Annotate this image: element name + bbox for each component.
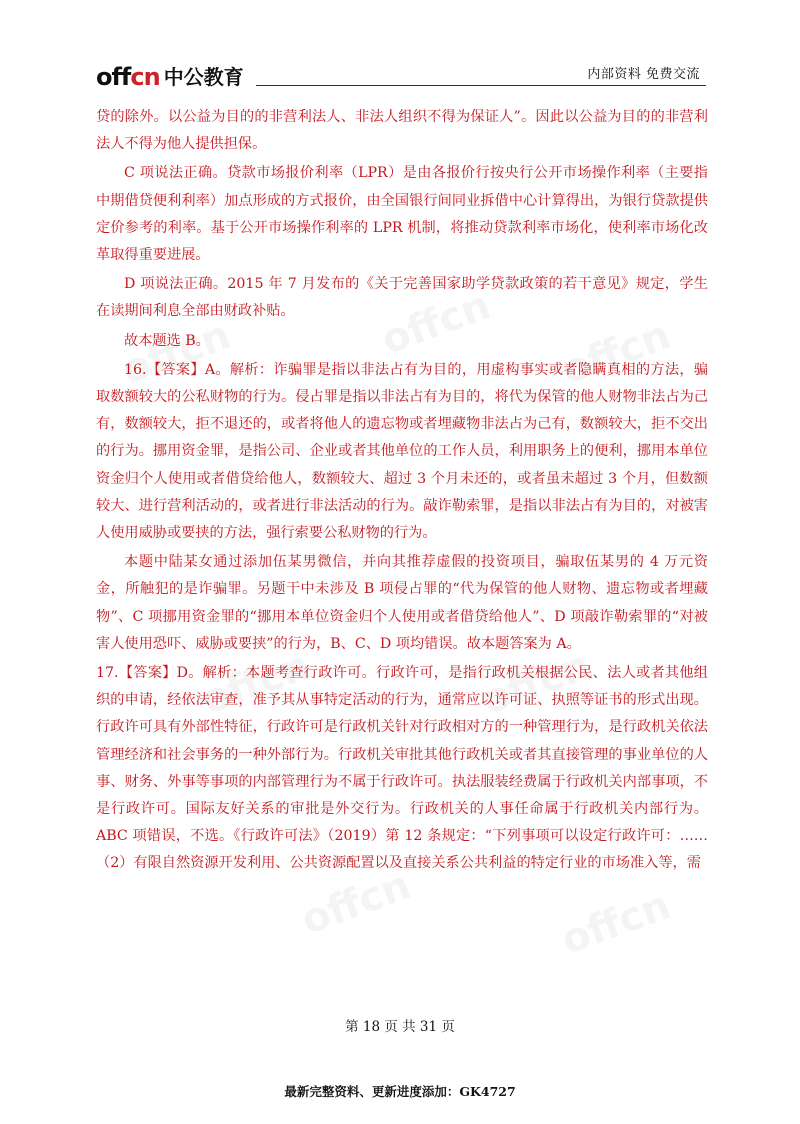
- header-divider: [256, 85, 706, 86]
- paragraph: D 项说法正确。2015 年 7 月发布的《关于完善国家助学贷款政策的若干意见》规定，学生在读期间利息全部由财政补贴。: [96, 276, 708, 320]
- paragraph: 故本题选 B。: [124, 332, 210, 349]
- logo-wordmark: [96, 64, 160, 90]
- paragraph: 17.【答案】D。解析：本题考查行政许可。行政许可，是指行政机关根据公民、法人或者其他组织的申请，经依法审查，准予其从事特定活动的行为，通常应以许可证、执照等证书的形式出现。行政许可具有外部性特征，行政许可是行政机关针对行政相对方的一种管理行为，是行政机关依法管理经济和社会事务的一种外部行为。行政机关审批其他行政机关或者其直接管理的事业单位的人事、财务、外事等事项的内部管理行为不属于行政许可。执法服装经费属于行政机关内部事项，不是行政许可。国际友好关系的审批是外交行为。行政机关的人事任命属于行政机关内部行为。ABC 项错误，不选。《行政许可法》（2019）第 12 条规定：“下列事项可以设定行政许可：……（2）有限自然资源开发利用、公共资源配置以及直接关系公共利益的特定行业的市场准入等，需: [96, 665, 708, 872]
- page-number: 第 18 页 共 31 页: [345, 1019, 455, 1035]
- page-header: [96, 58, 706, 90]
- logo-prefix: off: [96, 63, 131, 91]
- document-body: [96, 104, 708, 878]
- logo-chinese-name: 中公教育: [163, 65, 244, 89]
- paragraph: 贷的除外。以公益为目的的非营利法人、非法人组织不得为保证人”。因此以公益为目的的非营利法人不得为他人提供担保。: [96, 109, 708, 153]
- paragraph: C 项说法正确。贷款市场报价利率（LPR）是由各报价行按央行公开市场操作利率（主要指中期借贷便利利率）加点形成的方式报价，由全国银行间同业拆借中心计算得出，为银行贷款提供定价参考的利率。基于公开市场操作利率的 LPR 机制，将推动贷款利率市场化，使利率市场化改革取得重要进展。: [96, 165, 708, 264]
- offcn-logo: [96, 58, 244, 90]
- watermark: [556, 882, 677, 964]
- paragraph: 本题中陆某女通过添加伍某男微信，并向其推荐虚假的投资项目，骗取伍某男的 4 万元资金，所触犯的是诈骗罪。另题干中未涉及 B 项侵占罪的“代为保管的他人财物、遗忘物或者埋藏物”、C 项挪用资金罪的“挪用本单位资金归个人使用或者借贷给他人”、D 项敲诈勒索罪的“对被害人使用恐吓、威胁或要挟”的行为，B、C、D 项均错误。故本题答案为 A。: [96, 554, 708, 652]
- header-note: 内部资料 免费交流: [587, 67, 700, 82]
- paragraph: 16.【答案】A。解析：诈骗罪是指以非法占有为目的，用虚构事实或者隐瞒真相的方法，骗取数额较大的公私财物的行为。侵占罪是指以非法占有为目的，将代为保管的他人财物非法占为己有，数额较大，拒不退还的，或者将他人的遗忘物或者埋藏物非法占为己有，数额较大，拒不交出的行为。挪用资金罪，是指公司、企业或者其他单位的工作人员，利用职务上的便利，挪用本单位资金归个人使用或者借贷给他人，数额较大、超过 3 个月未还的，或者虽未超过 3 个月，但数额较大、进行营利活动的，或者进行非法活动的行为。敲诈勒索罪，是指以非法占有为目的，对被害人使用威胁或要挟的方法，强行索要公私财物的行为。: [96, 361, 708, 542]
- logo-accent: cn: [130, 63, 160, 91]
- footer-note: 最新完整资料、更新进度添加：GK4727: [284, 1084, 516, 1099]
